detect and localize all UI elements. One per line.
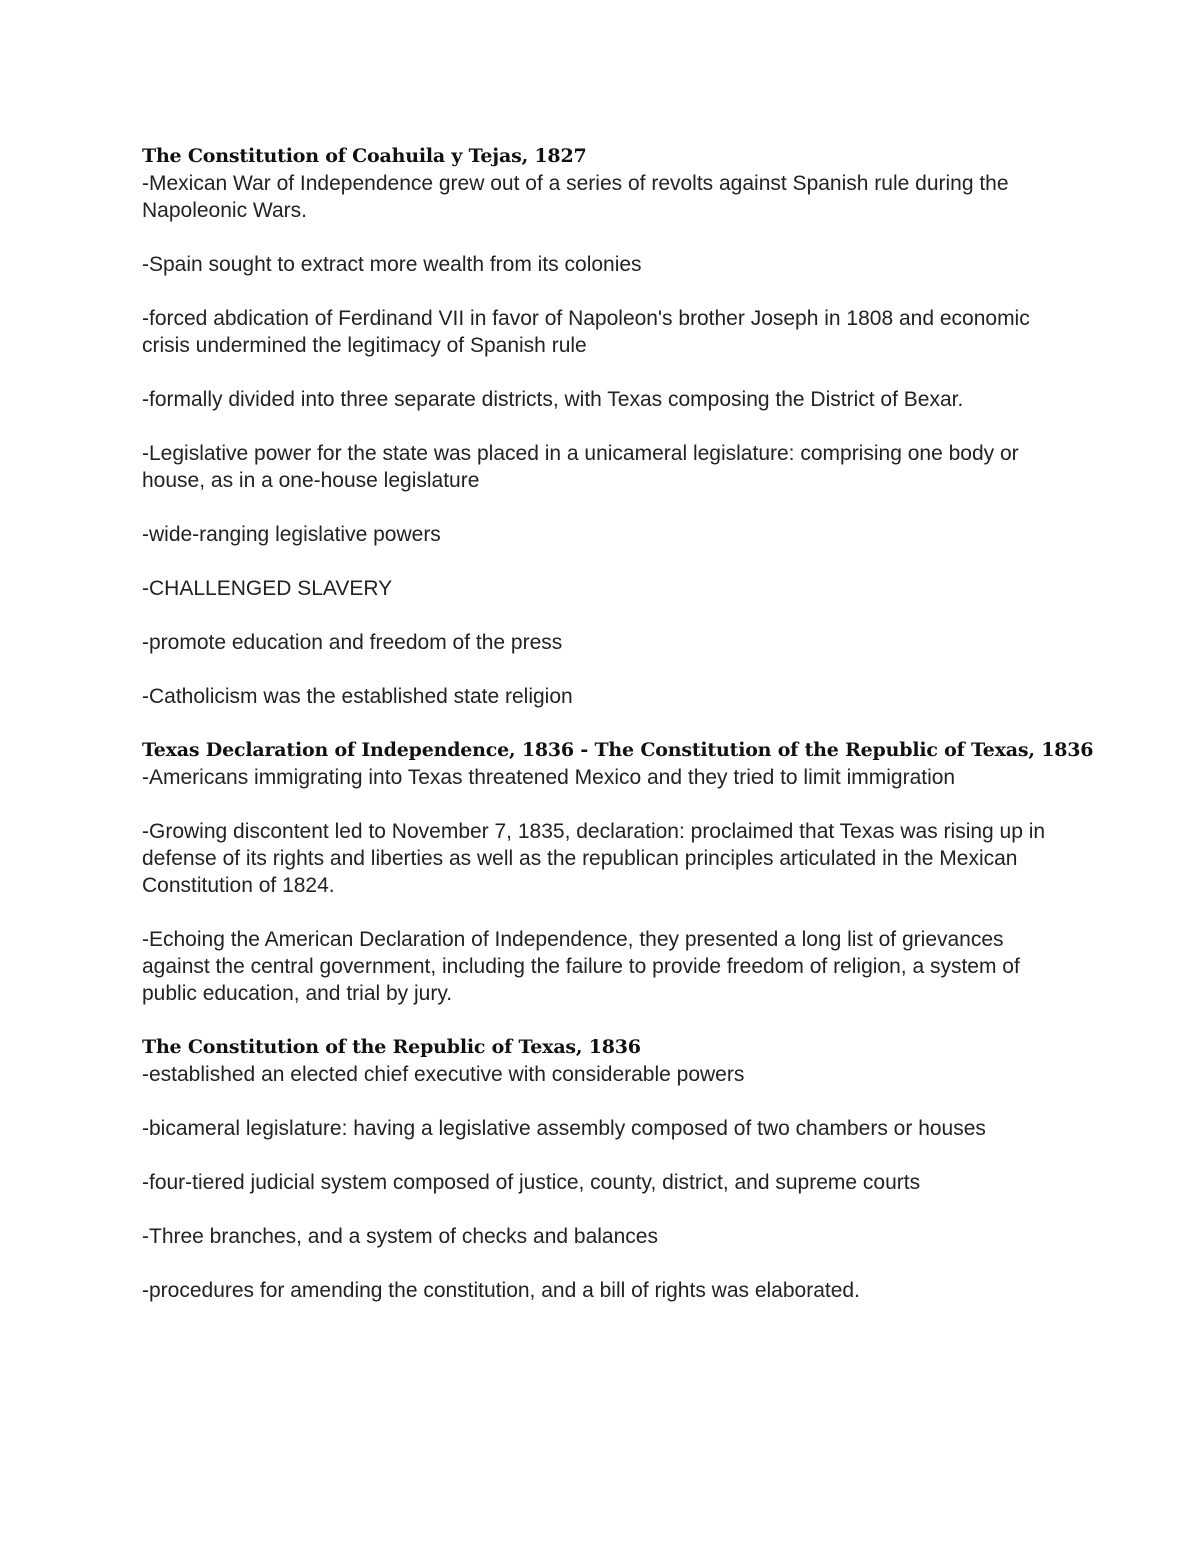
bullet-paragraph: -Spain sought to extract more wealth from its colonies [142,253,642,276]
bullet-paragraph: -promote education and freedom of the press [142,631,563,654]
section-heading: The Constitution of Coahuila y Tejas, 1827 [142,145,587,167]
document-page [142,143,1094,1331]
bullet-paragraph: -Catholicism was the established state religion [142,685,573,708]
section-texas-declaration [142,737,1094,1007]
bullet-paragraph: -Growing discontent led to November 7, 1835, declaration: proclaimed that Texas was rising up in defense of its rights and liberties as well as the republican principles articulated in the Mexican Constitution of 1824. [142,820,1046,897]
bullet-paragraph: -wide-ranging legislative powers [142,523,441,546]
bullet-paragraph: -Three branches, and a system of checks and balances [142,1225,658,1248]
section-coahuila-y-tejas [142,143,1072,710]
bullet-paragraph: -CHALLENGED SLAVERY [142,577,393,600]
bullet-paragraph: -established an elected chief executive with considerable powers [142,1063,745,1086]
bullet-paragraph: -Americans immigrating into Texas threatened Mexico and they tried to limit immigration [142,766,956,789]
section-republic-of-texas-constitution [142,1034,1072,1304]
bullet-paragraph: -four-tiered judicial system composed of justice, county, district, and supreme courts [142,1171,921,1194]
bullet-paragraph: -Echoing the American Declaration of Independence, they presented a long list of grievances against the central government, including the failure to provide freedom of religion, a system of public education, and trial by jury. [142,928,1020,1005]
bullet-paragraph: -Legislative power for the state was placed in a unicameral legislature: comprising one body or house, as in a one-house legislature [142,442,1019,492]
bullet-paragraph: -Mexican War of Independence grew out of a series of revolts against Spanish rule during the Napoleonic Wars. [142,172,1009,222]
section-heading: Texas Declaration of Independence, 1836 - The Constitution of the Republic of Texas, 1836 [142,739,1094,761]
bullet-paragraph: -bicameral legislature: having a legislative assembly composed of two chambers or houses [142,1117,986,1140]
bullet-paragraph: -procedures for amending the constitution, and a bill of rights was elaborated. [142,1279,860,1302]
bullet-paragraph: -forced abdication of Ferdinand VII in favor of Napoleon's brother Joseph in 1808 and economic crisis undermined the legitimacy of Spanish rule [142,307,1030,357]
section-heading: The Constitution of the Republic of Texas, 1836 [142,1036,641,1058]
bullet-paragraph: -formally divided into three separate districts, with Texas composing the District of Bexar. [142,388,964,411]
